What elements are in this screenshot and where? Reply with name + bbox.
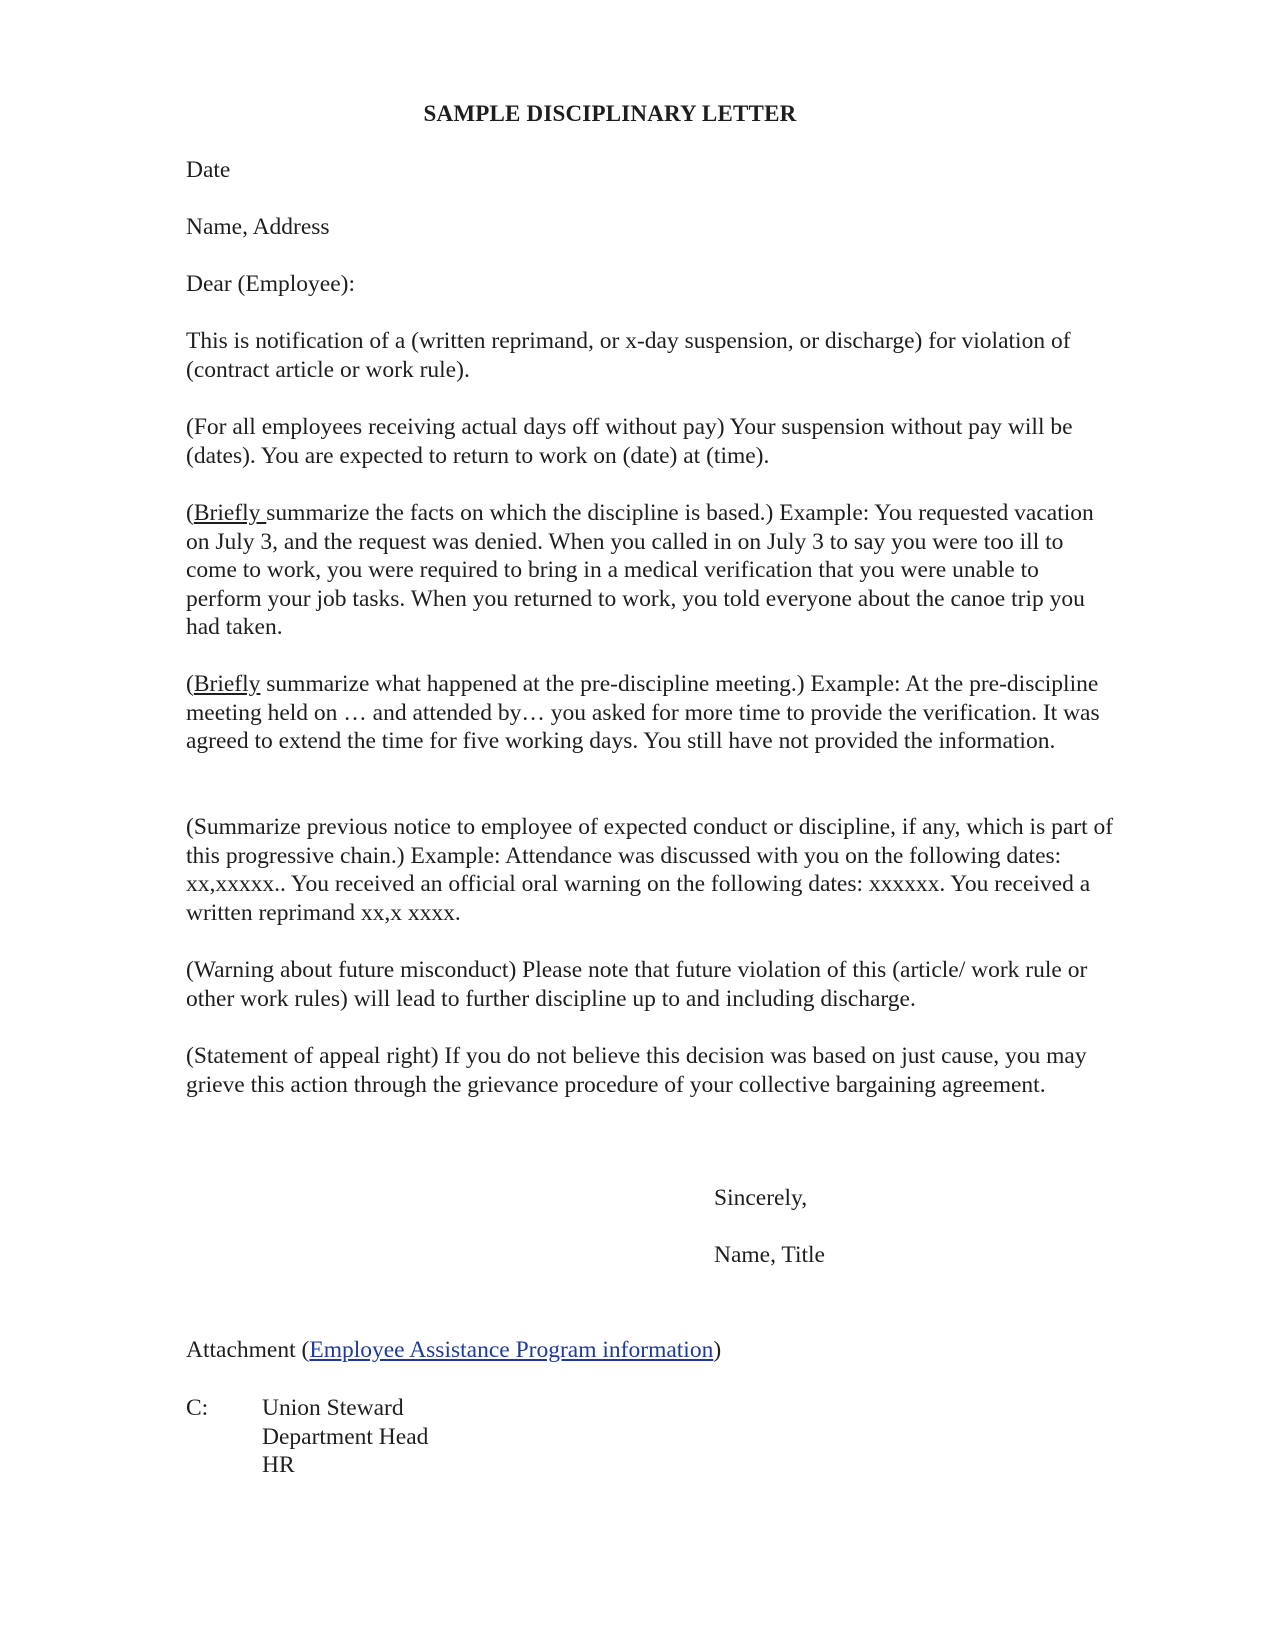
- signature: Name, Title: [714, 1242, 825, 1268]
- cc-recipient: Union Steward: [262, 1395, 404, 1421]
- paragraph-facts-underlined: Briefly: [193, 500, 267, 526]
- address-line: Name, Address: [186, 214, 330, 240]
- paragraph-meeting: [186, 670, 1116, 756]
- cc-recipient: HR: [262, 1452, 295, 1478]
- closing: Sincerely,: [714, 1185, 808, 1211]
- letter-title: SAMPLE DISCIPLINARY LETTER: [423, 101, 797, 126]
- salutation: Dear (Employee):: [186, 271, 355, 297]
- date-line: Date: [186, 157, 231, 183]
- paragraph-notification: This is notification of a (written reprimand, or x-day suspension, or discharge) for violation of (contract article or work rule).: [186, 328, 1071, 383]
- paragraph-meeting-underlined: Briefly: [193, 671, 261, 697]
- cc-label: C:: [186, 1395, 209, 1421]
- paragraph-facts: [186, 499, 1116, 642]
- paragraph-warning: (Warning about future misconduct) Please note that future violation of this (article/ work rule or other work rules) will lead to further discipline up to and including discharge.: [186, 957, 1088, 1012]
- cc-list: [262, 1394, 428, 1480]
- paragraph-appeal: (Statement of appeal right) If you do not believe this decision was based on just cause, you may grieve this action through the grievance procedure of your collective bargaining agreement.: [186, 1043, 1087, 1098]
- cc-recipient: Department Head: [262, 1423, 429, 1450]
- paragraph-facts-text: summarize the facts on which the discipline is based.) Example: You requested vacation on July 3, and the request was denied. When you called in on July 3 to say you were too ill to come to work, you were required to bring in a medical verification that you were unable to perform your job tasks. When you returned to work, you told everyone about the canoe trip you had taken.: [186, 500, 1094, 640]
- attachment-line: [186, 1336, 721, 1365]
- paragraph-facts-open: (: [186, 500, 194, 526]
- paragraph-meeting-text: summarize what happened at the pre-discipline meeting.) Example: At the pre-discipline meeting held on … and attended by… you asked for more time to provide the verification. It was agreed to extend the time for five working days. You still have not provided the information.: [186, 671, 1100, 754]
- paragraph-suspension: (For all employees receiving actual days off without pay) Your suspension without pay will be (dates). You are expected to return to work on (date) at (time).: [186, 414, 1073, 469]
- attachment-label: Attachment (: [186, 1337, 310, 1363]
- paragraph-meeting-open: (: [186, 671, 194, 697]
- attachment-link[interactable]: Employee Assistance Program information: [309, 1337, 714, 1363]
- paragraph-previous-notice: (Summarize previous notice to employee of expected conduct or discipline, if any, which is part of this progressive chain.) Example: Attendance was discussed with you on the following dates: xx,xxxxx.. You received an official oral warning on the following dates: xxxxxx. You received a written reprimand xx,x xxxx.: [186, 814, 1114, 926]
- attachment-close: ): [713, 1337, 722, 1363]
